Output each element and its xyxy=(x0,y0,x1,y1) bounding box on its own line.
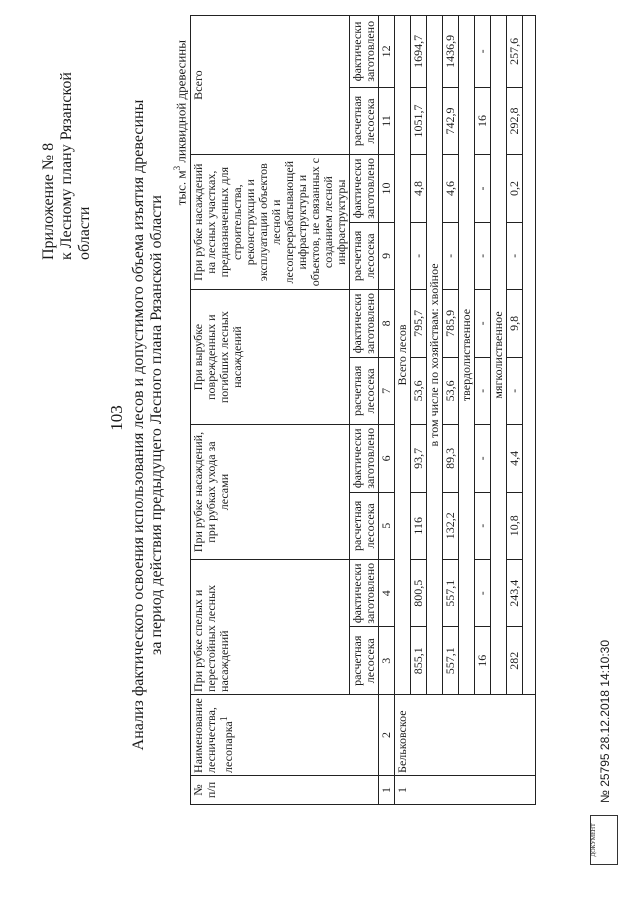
col-number: 1 xyxy=(379,775,395,804)
sub-calc: расчетная лесосека xyxy=(350,222,379,289)
cell: - xyxy=(443,222,459,289)
appendix-label xyxy=(40,30,94,260)
cell: 132,2 xyxy=(443,492,459,559)
cell: 16 xyxy=(475,627,491,694)
section-label-conifer: в том числе по хозяйствам: хвойное xyxy=(427,16,443,695)
header-group-1: При рубке спелых и перестойных лесных насаждений xyxy=(191,560,350,695)
col-number: 6 xyxy=(379,425,395,492)
cell: 16 xyxy=(475,87,491,154)
table-row-conifer xyxy=(443,16,459,805)
cell: 243,4 xyxy=(507,560,523,627)
cell: - xyxy=(475,290,491,357)
table-row-incl-label xyxy=(427,16,443,805)
cell: 257,6 xyxy=(507,16,523,88)
registration-seal xyxy=(590,815,618,865)
cell: 4,6 xyxy=(443,155,459,222)
cell: 292,8 xyxy=(507,87,523,154)
col-number: 5 xyxy=(379,492,395,559)
sub-calc: расчетная лесосека xyxy=(350,357,379,424)
cell: 53,6 xyxy=(411,357,427,424)
appendix-line-1: Приложение № 8 xyxy=(40,142,57,260)
appendix-line-2: к Лесному плану Рязанской xyxy=(58,72,75,260)
cell: - xyxy=(475,560,491,627)
cell: - xyxy=(475,155,491,222)
title-line-1: Анализ фактического освоения использования лесов и допустимого объема изъятия древесины xyxy=(130,99,147,751)
cell: 785,9 xyxy=(443,290,459,357)
cell: - xyxy=(507,357,523,424)
cell: 1051,7 xyxy=(411,87,427,154)
col-number: 9 xyxy=(379,222,395,289)
table-row-soft-label xyxy=(491,16,507,805)
forestry-name: Бельковское xyxy=(395,694,536,775)
seal-text: ДОКУМЕНТ xyxy=(591,823,597,857)
cell: 116 xyxy=(411,492,427,559)
cell: - xyxy=(475,222,491,289)
sub-fact: фактически заготовлено xyxy=(350,155,379,222)
header-group-3: При вырубке поврежденных и погибших лесных насаждений xyxy=(191,290,350,425)
sub-calc: расчетная лесосека xyxy=(350,492,379,559)
cell: 800,5 xyxy=(411,560,427,627)
section-label-total: Всего лесов xyxy=(395,16,411,695)
cell: - xyxy=(475,16,491,88)
cell: 53,6 xyxy=(443,357,459,424)
page-number: 103 xyxy=(106,405,126,431)
sub-calc: расчетная лесосека xyxy=(350,87,379,154)
harvest-table xyxy=(190,15,536,805)
sub-fact: фактически заготовлено xyxy=(350,425,379,492)
cell: 89,3 xyxy=(443,425,459,492)
col-number: 4 xyxy=(379,560,395,627)
section-label-softwood: мягколиственное xyxy=(491,16,507,695)
col-number: 7 xyxy=(379,357,395,424)
sub-fact: фактически заготовлено xyxy=(350,560,379,627)
cell: - xyxy=(475,357,491,424)
col-number: 3 xyxy=(379,627,395,694)
title-line-2: за период действия предыдущего Лесного плана Рязанской области xyxy=(148,195,165,655)
document-title xyxy=(130,5,166,845)
table-row-empty xyxy=(523,16,536,805)
table-row-hardwood xyxy=(475,16,491,805)
cell: 855,1 xyxy=(411,627,427,694)
registration-stamp: № 25795 28.12.2018 14:10:30 xyxy=(598,639,612,803)
table-row-forestry-name xyxy=(395,16,411,805)
header-no: № п/п xyxy=(191,775,379,804)
cell: 10,8 xyxy=(507,492,523,559)
col-number: 8 xyxy=(379,290,395,357)
cell: 742,9 xyxy=(443,87,459,154)
col-number: 10 xyxy=(379,155,395,222)
cell: 9,8 xyxy=(507,290,523,357)
cell: 1436,9 xyxy=(443,16,459,88)
table-row-hard-label xyxy=(459,16,475,805)
header-group-5: Всего xyxy=(191,16,350,155)
column-numbers-row xyxy=(379,16,395,805)
col-number: 2 xyxy=(379,694,395,775)
empty-cell xyxy=(523,16,536,695)
sub-fact: фактически заготовлено xyxy=(350,290,379,357)
cell: - xyxy=(475,425,491,492)
unit-label: тыс. $м^3$ ликвидной древесины xyxy=(172,40,189,206)
cell: 4,4 xyxy=(507,425,523,492)
appendix-line-3: области xyxy=(76,206,93,260)
cell: 1694,7 xyxy=(411,16,427,88)
header-group-4: При рубке насаждений на лесных участках, предназначенных для строительства, реконструкции и эксплуатации объектов лесной и лесоперерабатывающей инфраструктуры и объектов, не связанных с созданием лесной инфраструктуры xyxy=(191,155,350,290)
col-number: 11 xyxy=(379,87,395,154)
cell: 795,7 xyxy=(411,290,427,357)
row-number: 1 xyxy=(395,775,536,804)
cell: 0,2 xyxy=(507,155,523,222)
cell: 93,7 xyxy=(411,425,427,492)
table-row-softwood xyxy=(507,16,523,805)
cell: 4,8 xyxy=(411,155,427,222)
cell: - xyxy=(507,222,523,289)
header-name: Наименование лесничества, лесопарка$^1$ xyxy=(191,694,379,775)
table-row-total xyxy=(411,16,427,805)
cell: 282 xyxy=(507,627,523,694)
cell: - xyxy=(411,222,427,289)
cell: 557,1 xyxy=(443,560,459,627)
section-label-hardwood: твердолиственное xyxy=(459,16,475,695)
sub-fact: фактически заготовлено xyxy=(350,16,379,88)
header-group-2: При рубке насаждений, при рубках ухода за лесами xyxy=(191,425,350,560)
cell: - xyxy=(475,492,491,559)
sub-calc: расчетная лесосека xyxy=(350,627,379,694)
col-number: 12 xyxy=(379,16,395,88)
cell: 557,1 xyxy=(443,627,459,694)
